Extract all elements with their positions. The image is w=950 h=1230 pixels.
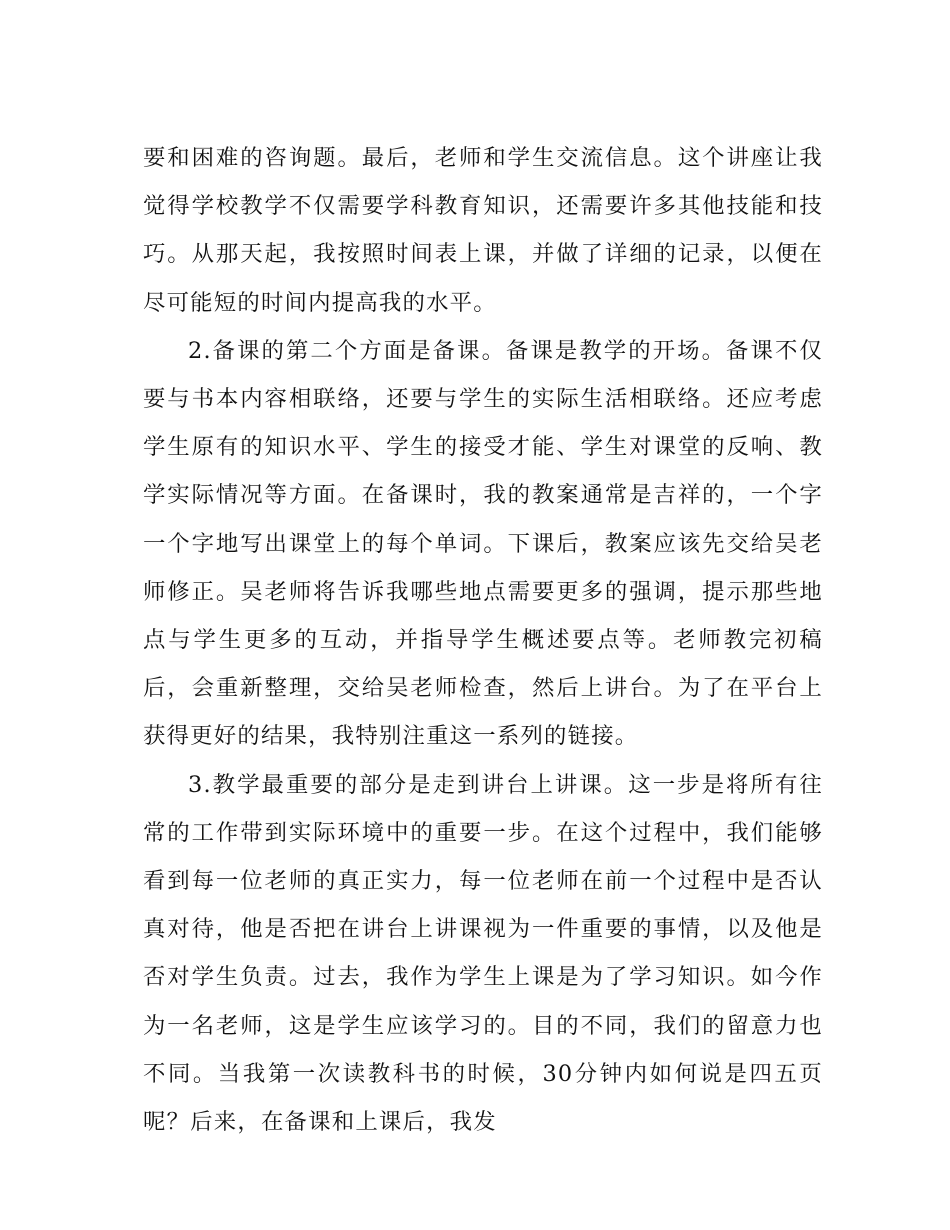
document-body (143, 134, 823, 1146)
paragraph-continued: 要和困难的咨询题。最后，老师和学生交流信息。这个讲座让我觉得学校教学不仅需要学科教育知识，还需要许多其他技能和技巧。从那天起，我按照时间表上课，并做了详细的记录，以便在尽可能短的时间内提高我的水平。 (143, 145, 823, 316)
paragraph-lesson-preparation: 2.备课的第二个方面是备课。备课是教学的开场。备课不仅要与书本内容相联络，还要与学生的实际生活相联络。还应考虑学生原有的知识水平、学生的接受才能、学生对课堂的反响、教学实际情况等方面。在备课时，我的教案通常是吉祥的，一个字一个字地写出课堂上的每个单词。下课后，教案应该先交给吴老师修正。吴老师将告诉我哪些地点需要更多的强调，提示那些地点与学生更多的互动，并指导学生概述要点等。老师教完初稿后，会重新整理，交给吴老师检查，然后上讲台。为了在平台上获得更好的结果，我特别注重这一系列的链接。 (143, 337, 823, 750)
paragraph-teaching-at-podium: 3.教学最重要的部分是走到讲台上讲课。这一步是将所有往常的工作带到实际环境中的重要一步。在这个过程中，我们能够看到每一位老师的真正实力，每一位老师在前一个过程中是否认真对待，他是否把在讲台上讲课视为一件重要的事情，以及他是否对学生负责。过去，我作为学生上课是为了学习知识。如今作为一名老师，这是学生应该学习的。目的不同，我们的留意力也不同。当我第一次读教科书的时候，30分钟内如何说是四五页呢？后来，在备课和上课后，我发 (143, 771, 823, 1136)
